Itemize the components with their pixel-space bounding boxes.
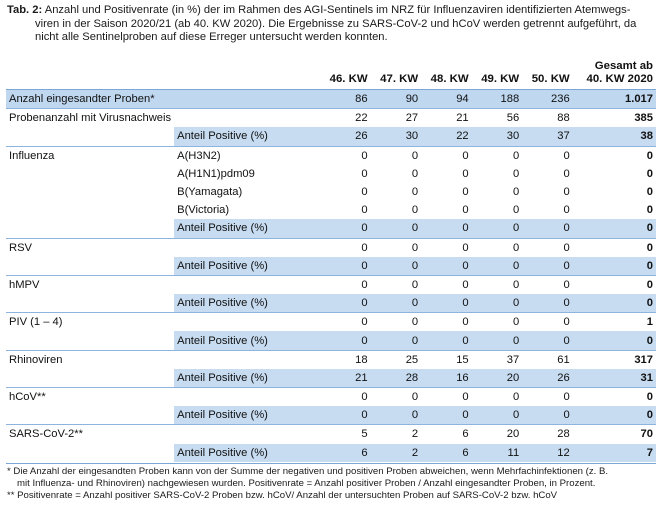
row-label: [6, 201, 174, 219]
cell-value: 0: [320, 257, 371, 276]
row-sublabel: [174, 425, 320, 444]
cell-total: 0: [573, 146, 656, 165]
cell-value: 94: [421, 90, 472, 109]
cell-value: 0: [522, 219, 573, 238]
row-sublabel: A(H1N1)pdm09: [177, 167, 255, 180]
cell-total: 31: [573, 369, 656, 388]
cell-value: 18: [320, 350, 371, 369]
footnote-1a: * Die Anzahl der eingesandten Proben kann von der Summe der negativen und positiven Proben abweichen, wenn Mehrfachinfektionen (z. B.: [7, 466, 609, 477]
cell-value: 37: [522, 127, 573, 146]
cell-value: 0: [512, 167, 520, 180]
cell-value: 0: [371, 294, 422, 313]
row-sublabel: [174, 275, 320, 294]
cell-value: 0: [512, 204, 520, 217]
cell-value: 12: [522, 444, 573, 462]
row-label: [6, 406, 174, 425]
cell-value: 0: [361, 167, 368, 180]
footnote-1b: mit Influenza- und Rhinoviren) nachgewiesen wurden. Positivenrate = Anzahl positiver Proben / Anzahl eingesandter Proben, in Prozent.: [17, 478, 596, 489]
cell-value: 20: [472, 425, 523, 444]
table-row: [6, 350, 656, 369]
cell-value: 2: [371, 444, 422, 462]
table-row: [6, 294, 656, 313]
row-sublabel: Anteil Positive (%): [174, 219, 320, 238]
cell-value: 28: [522, 425, 573, 444]
table-row: [6, 127, 656, 146]
cell-total: 0: [573, 275, 656, 294]
row-sublabel: Anteil Positive (%): [174, 369, 320, 388]
header-empty: [6, 52, 174, 90]
cell-value: 188: [472, 90, 523, 109]
row-sublabel: [174, 109, 320, 128]
row-sublabel: B(Victoria): [177, 204, 230, 217]
cell-value: 0: [522, 294, 573, 313]
cell-value: 25: [371, 350, 422, 369]
cell-value: 22: [421, 127, 472, 146]
cell-total: 1: [573, 313, 656, 332]
cell-total: 0: [646, 204, 653, 217]
cell-value: 86: [320, 90, 371, 109]
cell-value: 16: [421, 369, 472, 388]
header-kw47: 47. KW: [371, 52, 422, 90]
row-sublabel: B(Yamagata): [177, 186, 243, 199]
table-row: [6, 146, 656, 165]
cell-value: 236: [522, 90, 573, 109]
row-sublabel: Anteil Positive (%): [174, 444, 320, 462]
cell-value: 0: [421, 275, 472, 294]
cell-value: 0: [320, 294, 371, 313]
cell-value: 0: [421, 331, 472, 350]
header-total-line-1: Gesamt ab: [594, 60, 653, 72]
cell-value: 21: [421, 109, 472, 128]
row-label: Rhinoviren: [6, 350, 174, 369]
row-label: PIV (1 – 4): [6, 313, 174, 332]
row-sublabel: Anteil Positive (%): [174, 127, 320, 146]
cell-value: 0: [472, 313, 523, 332]
cell-total: 0: [573, 238, 656, 257]
row-label: [6, 369, 174, 388]
cell-value: 61: [522, 350, 573, 369]
table-row: [6, 331, 656, 350]
footnote-2: ** Positivenrate = Anzahl positiver SARS-CoV-2 Proben bzw. hCoV/ Anzahl der untersuchten Proben auf SARS-CoV-2 bzw. hCoV: [7, 490, 558, 501]
cell-value: 0: [522, 313, 573, 332]
cell-value: 0: [522, 388, 573, 407]
row-label: SARS-CoV-2**: [6, 425, 174, 444]
header-empty-2: [174, 52, 320, 90]
cell-value: 0: [472, 294, 523, 313]
table-header-row: [6, 52, 656, 90]
row-sublabel: Anteil Positive (%): [174, 406, 320, 425]
cell-value: 0: [563, 204, 570, 217]
row-sublabel: [174, 388, 320, 407]
cell-value: 26: [522, 369, 573, 388]
cell-value: 0: [472, 257, 523, 276]
cell-total: 38: [573, 127, 656, 146]
header-kw49: 49. KW: [472, 52, 523, 90]
row-label: RSV: [6, 238, 174, 257]
header-total: [573, 52, 656, 90]
cell-value: 0: [421, 406, 472, 425]
cell-total: 1.017: [573, 90, 656, 109]
cell-value: 0: [421, 257, 472, 276]
cell-value: 0: [421, 219, 472, 238]
cell-value: 0: [462, 204, 469, 217]
row-sublabel: [174, 350, 320, 369]
cell-value: 0: [371, 238, 422, 257]
caption-line-3: nicht alle Sentinelproben auf diese Erreger untersucht werden konnten.: [35, 31, 388, 44]
cell-value: 27: [371, 109, 422, 128]
cell-total: 0: [573, 331, 656, 350]
cell-total: 0: [646, 186, 653, 199]
cell-value: 15: [421, 350, 472, 369]
cell-value: 0: [371, 275, 422, 294]
cell-value: 0: [411, 167, 419, 180]
table-row: [6, 388, 656, 407]
caption-line-2: viren in der Saison 2020/21 (ab 40. KW 2020). Die Ergebnisse zu SARS-CoV-2 und hCoV werden getrennt aufgeführt, da: [35, 17, 637, 30]
header-total-line-2: 40. KW 2020: [586, 73, 653, 85]
cell-value: 0: [472, 238, 523, 257]
cell-value: 21: [320, 369, 371, 388]
cell-value: 0: [371, 257, 422, 276]
header-kw46: 46. KW: [320, 52, 371, 90]
cell-total: 0: [573, 257, 656, 276]
table-row: [6, 109, 656, 128]
row-sublabel: [174, 313, 320, 332]
cell-total: 70: [573, 425, 656, 444]
row-label: hMPV: [6, 275, 174, 294]
cell-value: 0: [421, 294, 472, 313]
cell-value: 90: [371, 90, 422, 109]
header-kw50: 50. KW: [522, 52, 573, 90]
cell-value: 0: [371, 331, 422, 350]
cell-value: 0: [563, 186, 570, 199]
footnotes: [7, 466, 657, 502]
cell-value: 0: [522, 257, 573, 276]
cell-value: 0: [522, 238, 573, 257]
row-sublabel: [174, 238, 320, 257]
row-sublabel: Anteil Positive (%): [174, 331, 320, 350]
cell-total: 0: [646, 167, 653, 180]
table-row: [6, 201, 656, 219]
table-row: [6, 165, 656, 183]
cell-value: 0: [421, 146, 472, 165]
table-bottom-rule: [6, 463, 656, 464]
table-row: [6, 183, 656, 201]
cell-value: 0: [411, 186, 419, 199]
cell-value: 0: [371, 313, 422, 332]
cell-value: 0: [320, 388, 371, 407]
cell-value: 6: [421, 444, 472, 462]
cell-value: 0: [361, 186, 368, 199]
cell-value: 0: [320, 313, 371, 332]
row-sublabel: Anteil Positive (%): [174, 257, 320, 276]
row-label: Influenza: [6, 146, 174, 165]
cell-value: 6: [320, 444, 371, 462]
cell-total: 385: [573, 109, 656, 128]
cell-value: 0: [371, 219, 422, 238]
cell-value: 0: [421, 238, 472, 257]
table-row: [6, 90, 656, 109]
cell-value: 56: [472, 109, 523, 128]
cell-value: 0: [462, 186, 469, 199]
cell-value: 0: [522, 406, 573, 425]
table-row: [6, 369, 656, 388]
cell-value: 0: [371, 388, 422, 407]
caption-label: Tab. 2:: [7, 4, 43, 16]
cell-total: 317: [573, 350, 656, 369]
cell-value: 0: [512, 186, 520, 199]
cell-value: 0: [563, 167, 570, 180]
row-label: [6, 127, 174, 146]
table-row: [6, 275, 656, 294]
table-row: [6, 425, 656, 444]
cell-value: 0: [522, 275, 573, 294]
cell-value: 0: [320, 406, 371, 425]
table-row: [6, 238, 656, 257]
cell-value: 0: [371, 146, 422, 165]
cell-value: 0: [522, 331, 573, 350]
row-sublabel: [174, 90, 320, 109]
cell-value: 20: [472, 369, 523, 388]
row-label: hCoV**: [6, 388, 174, 407]
cell-value: 0: [320, 219, 371, 238]
table-row: [6, 257, 656, 276]
cell-value: 0: [472, 388, 523, 407]
results-table: [6, 52, 656, 462]
cell-value: 28: [371, 369, 422, 388]
row-label: Probenanzahl mit Virusnachweis: [6, 109, 174, 128]
cell-total: 0: [573, 388, 656, 407]
cell-value: 22: [320, 109, 371, 128]
cell-total: 0: [573, 294, 656, 313]
cell-value: 0: [472, 275, 523, 294]
cell-value: 0: [472, 146, 523, 165]
cell-value: 0: [472, 406, 523, 425]
cell-total: 7: [573, 444, 656, 462]
header-kw48: 48. KW: [421, 52, 472, 90]
cell-value: 0: [421, 313, 472, 332]
cell-value: 6: [421, 425, 472, 444]
cell-value: 37: [472, 350, 523, 369]
cell-value: 0: [361, 204, 368, 217]
row-sublabel: Anteil Positive (%): [174, 294, 320, 313]
table-row: [6, 313, 656, 332]
row-label: [6, 183, 174, 201]
cell-value: 0: [411, 204, 419, 217]
cell-value: 30: [472, 127, 523, 146]
cell-value: 30: [371, 127, 422, 146]
row-label: [6, 165, 174, 183]
table-row: [6, 444, 656, 462]
cell-total: 0: [573, 406, 656, 425]
cell-value: 5: [320, 425, 371, 444]
table-caption: [7, 4, 655, 45]
row-sublabel: A(H3N2): [174, 146, 320, 165]
cell-value: 11: [472, 444, 523, 462]
cell-value: 0: [522, 146, 573, 165]
cell-value: 0: [320, 146, 371, 165]
cell-value: 0: [462, 167, 469, 180]
table-row: [6, 406, 656, 425]
caption-line-1: Anzahl und Positivenrate (in %) der im Rahmen des AGI-Sentinels im NRZ für Influenzaviren identifizierten Atemwegs-: [44, 4, 631, 16]
row-label: [6, 444, 174, 462]
cell-value: 0: [472, 331, 523, 350]
cell-value: 88: [522, 109, 573, 128]
cell-total: 0: [573, 219, 656, 238]
cell-value: 0: [320, 238, 371, 257]
row-label: [6, 219, 174, 238]
cell-value: 0: [472, 219, 523, 238]
cell-value: 0: [320, 275, 371, 294]
table-row: [6, 219, 656, 238]
row-label: Anzahl eingesandter Proben*: [6, 90, 174, 109]
cell-value: 2: [371, 425, 422, 444]
row-label: [6, 294, 174, 313]
cell-value: 0: [320, 331, 371, 350]
cell-value: 26: [320, 127, 371, 146]
cell-value: 0: [371, 406, 422, 425]
row-label: [6, 331, 174, 350]
cell-value: 0: [421, 388, 472, 407]
row-label: [6, 257, 174, 276]
